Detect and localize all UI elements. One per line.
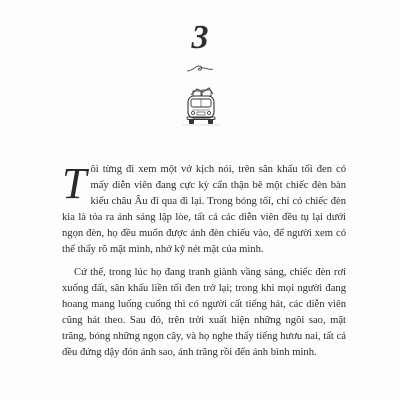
chapter-number: 3 bbox=[191, 19, 209, 56]
body-text bbox=[62, 159, 346, 369]
drop-cap: T bbox=[62, 159, 87, 208]
paragraph-1-text: ôi từng đi xem một vở kịch nói, trên sân khấu tối đen có mấy diễn viên đang cực kỳ cẩn thận bê một chiếc đèn bàn kiểu châu Âu đi qua đi lại. Trong bóng tối, chỉ có chiếc đèn kia là tỏa ra ánh sáng lập lòe, tất cả các diễn viên đều tụ lại dưới ngọn đèn, họ đều muốn được ánh đèn chiếu vào, để người xem có thể thấy rõ mặt mình, nhớ kỹ nét mặt của mình. bbox=[62, 164, 346, 255]
paragraph-1 bbox=[62, 159, 346, 257]
paragraph-2: Cứ thế, trong lúc họ đang tranh giành vầng sáng, chiếc đèn rơi xuống đất, sân khấu liền tối đen trở lại; trong khi mọi người đang hoang mang luống cuống thì có người cất tiếng hát, các diễn viên cũng hát theo. Sau đó, trên trời xuất hiện những ngôi sao, mặt trăng, bóng những ngọn cây, và họ nghe thấy tiếng hươu nai, tất cả đều đứng dậy đón ánh sao, ánh trăng rồi đến ánh bình minh. bbox=[62, 267, 346, 358]
swirl-flourish-icon bbox=[185, 62, 215, 74]
camper-van-illustration bbox=[183, 86, 219, 128]
